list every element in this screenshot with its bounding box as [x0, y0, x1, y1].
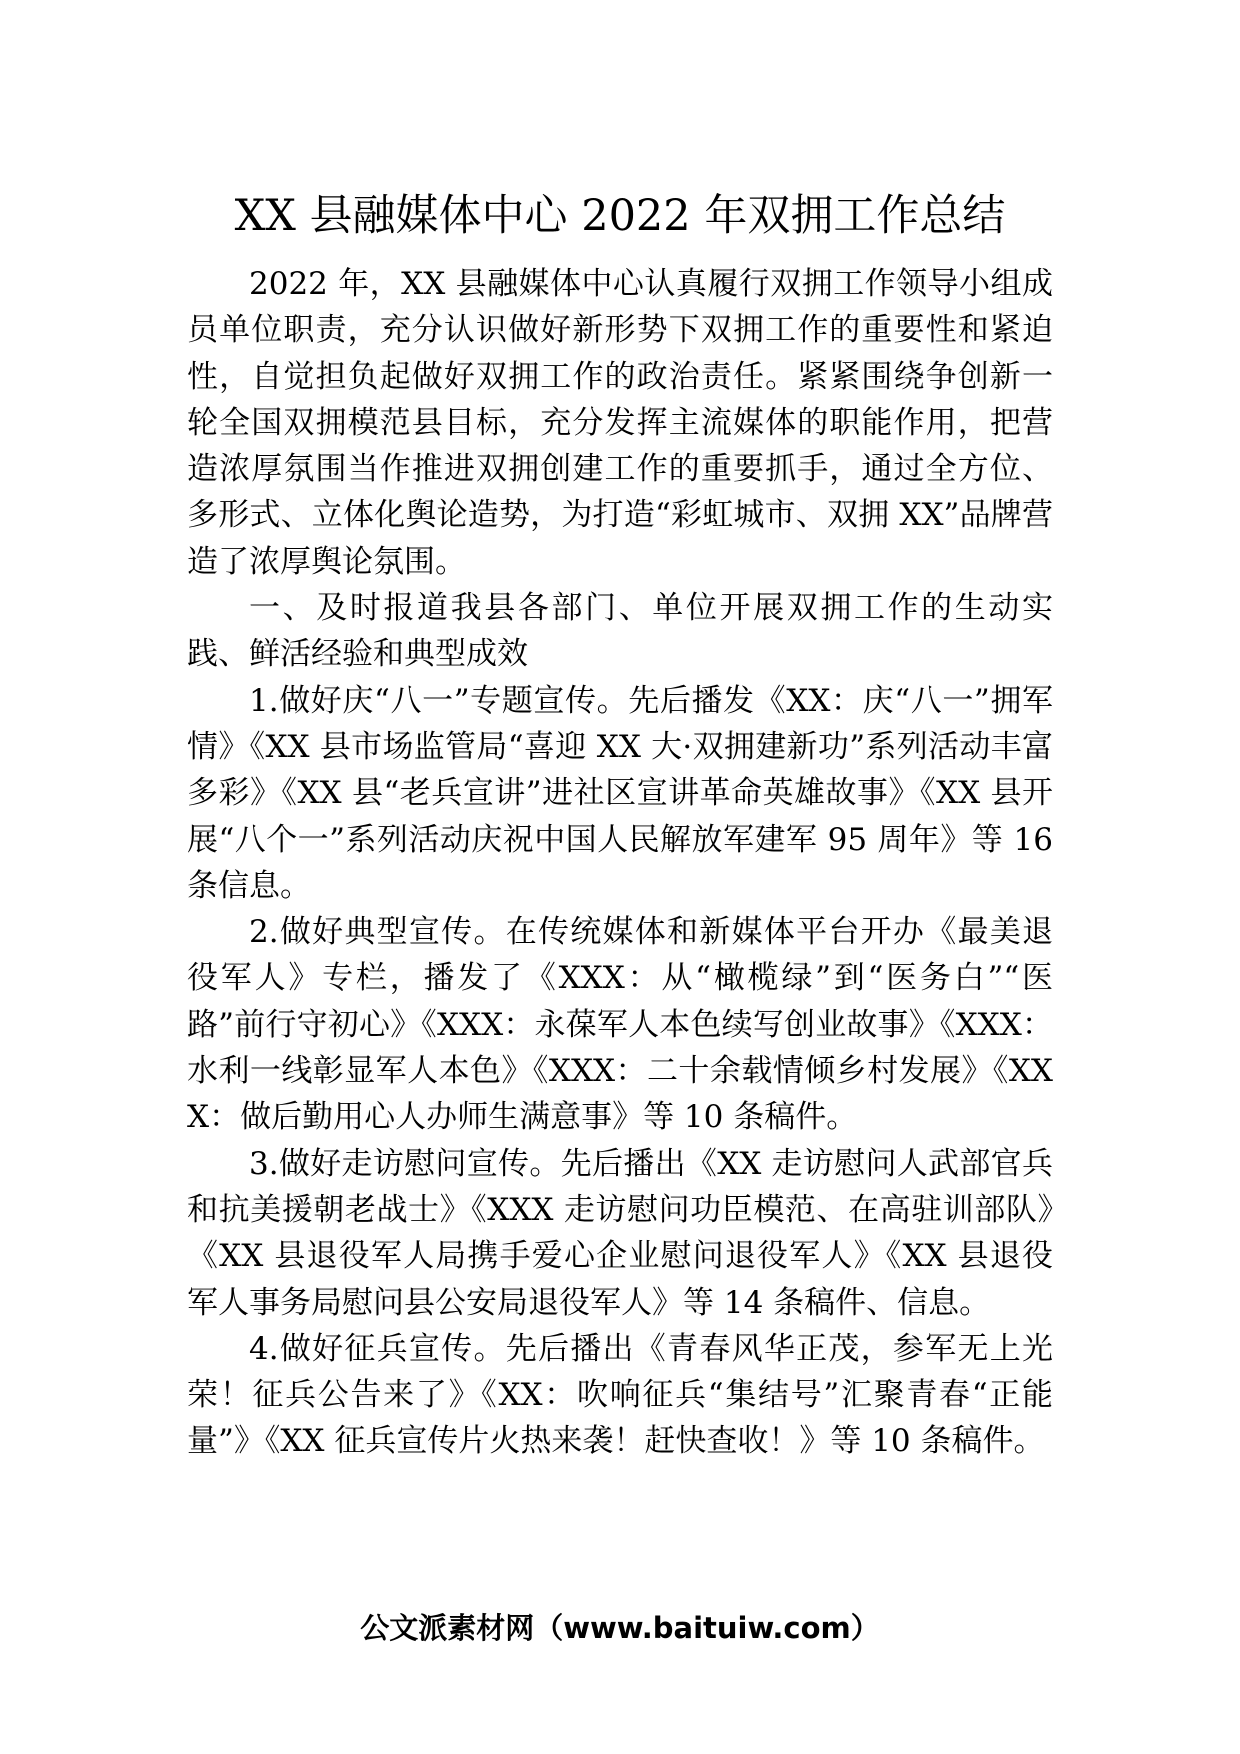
- document-title: XX 县融媒体中心 2022 年双拥工作总结: [234, 191, 1006, 241]
- item-paragraph-4: 4.做好征兵宣传。先后播出《青春风华正茂，参军无上光荣！征兵公告来了》《XX：吹响征兵“集结号”汇聚青春“正能量”》《XX 征兵宣传片火热来袭！赶快查收！》等 10 条稿件。: [187, 1330, 1053, 1460]
- document-body: [187, 261, 1053, 1465]
- intro-paragraph: 2022 年，XX 县融媒体中心认真履行双拥工作领导小组成员单位职责，充分认识做好新形势下双拥工作的重要性和紧迫性，自觉担负起做好双拥工作的政治责任。紧紧围绕争创新一轮全国双拥模范县目标，充分发挥主流媒体的职能作用，把营造浓厚氛围当作推进双拥创建工作的重要抓手，通过全方位、多形式、立体化舆论造势，为打造“彩虹城市、双拥 XX”品牌营造了浓厚舆论氛围。: [187, 266, 1053, 580]
- item-paragraph-3: 3.做好走访慰问宣传。先后播出《XX 走访慰问人武部官兵和抗美援朝老战士》《XXX 走访慰问功臣模范、在高驻训部队》《XX 县退役军人局携手爱心企业慰问退役军人》《XX 县退役军人事务局慰问县公安局退役军人》等 14 条稿件、信息。: [187, 1145, 1053, 1321]
- item-paragraph-2: 2.做好典型宣传。在传统媒体和新媒体平台开办《最美退役军人》专栏，播发了《XXX：从“橄榄绿”到“医务白”“医路”前行守初心》《XXX：永葆军人本色续写创业故事》《XXX：水利一线彰显军人本色》《XXX：二十余载情倾乡村发展》《XXX：做后勤用心人办师生满意事》等 10 条稿件。: [187, 914, 1053, 1136]
- section-heading-1: 一、及时报道我县各部门、单位开展双拥工作的生动实践、鲜活经验和典型成效: [187, 590, 1053, 673]
- footer-watermark: 公文派素材网（www.baituiw.com）: [360, 1611, 880, 1645]
- item-paragraph-1: 1.做好庆“八一”专题宣传。先后播发《XX：庆“八一”拥军情》《XX 县市场监管局“喜迎 XX 大·双拥建新功”系列活动丰富多彩》《XX 县“老兵宣讲”进社区宣讲革命英雄故事》《XX 县开展“八个一”系列活动庆祝中国人民解放军建军 95 周年》等 16 条信息。: [187, 682, 1053, 904]
